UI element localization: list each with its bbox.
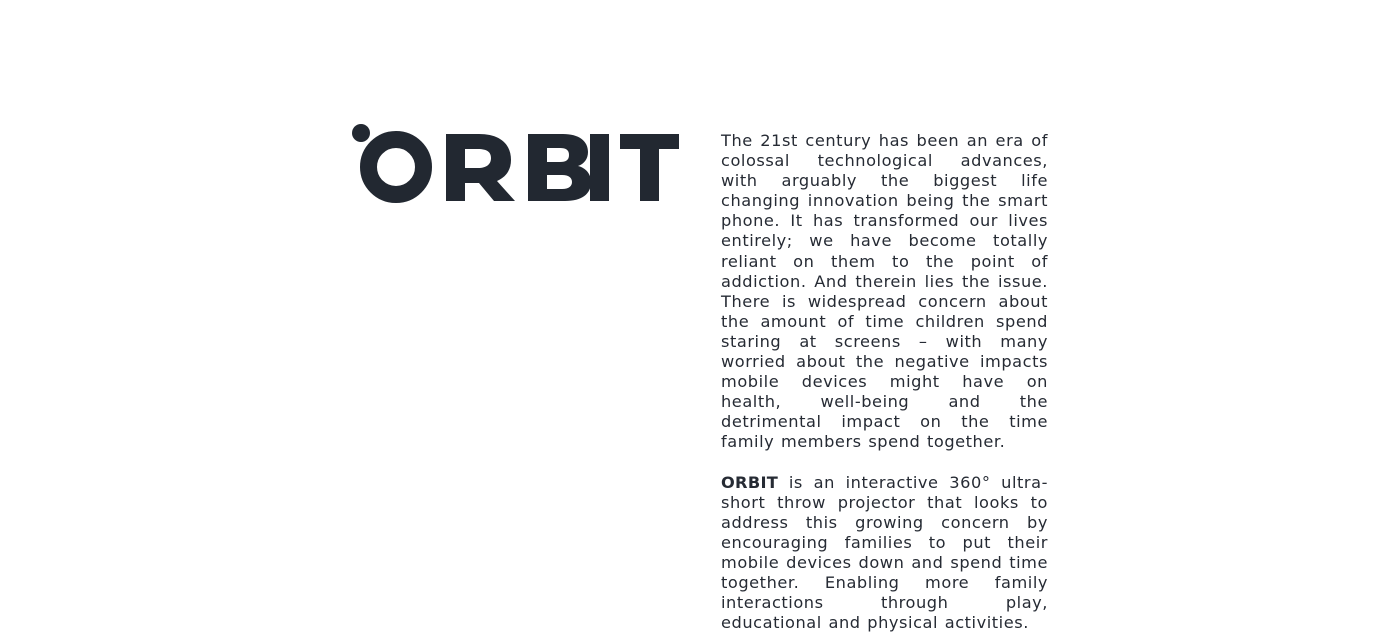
description-paragraph-2-text: is an interactive 360° ultra-short throw projector that looks to address this growing concern by encouraging families to put their mobile devices down and spend time together. Enabling more family interactions through play, educational and physical activities. (721, 473, 1048, 633)
logo-letter-o (369, 140, 424, 195)
project-description (721, 131, 1048, 633)
brand-inline-name: ORBIT (721, 473, 778, 492)
orbit-logo (350, 122, 685, 204)
logo-letter-i (590, 134, 609, 201)
logo-letter-t (620, 134, 679, 201)
logo-letter-b (528, 134, 591, 201)
description-paragraph-1: The 21st century has been an era of colossal technological advances, with arguably the biggest life changing innovation being the smart phone. It has transformed our lives entirely; we have become totally reliant on them to the point of addiction. And therein lies the issue. There is widespread concern about the amount of time children spend staring at screens – with many worried about the negative impacts mobile devices might have on health, well-being and the detrimental impact on the time family members spend together. (721, 131, 1048, 453)
logo-orbit-dot (352, 124, 370, 142)
logo-letter-r (446, 134, 515, 201)
description-paragraph-2 (721, 473, 1048, 633)
